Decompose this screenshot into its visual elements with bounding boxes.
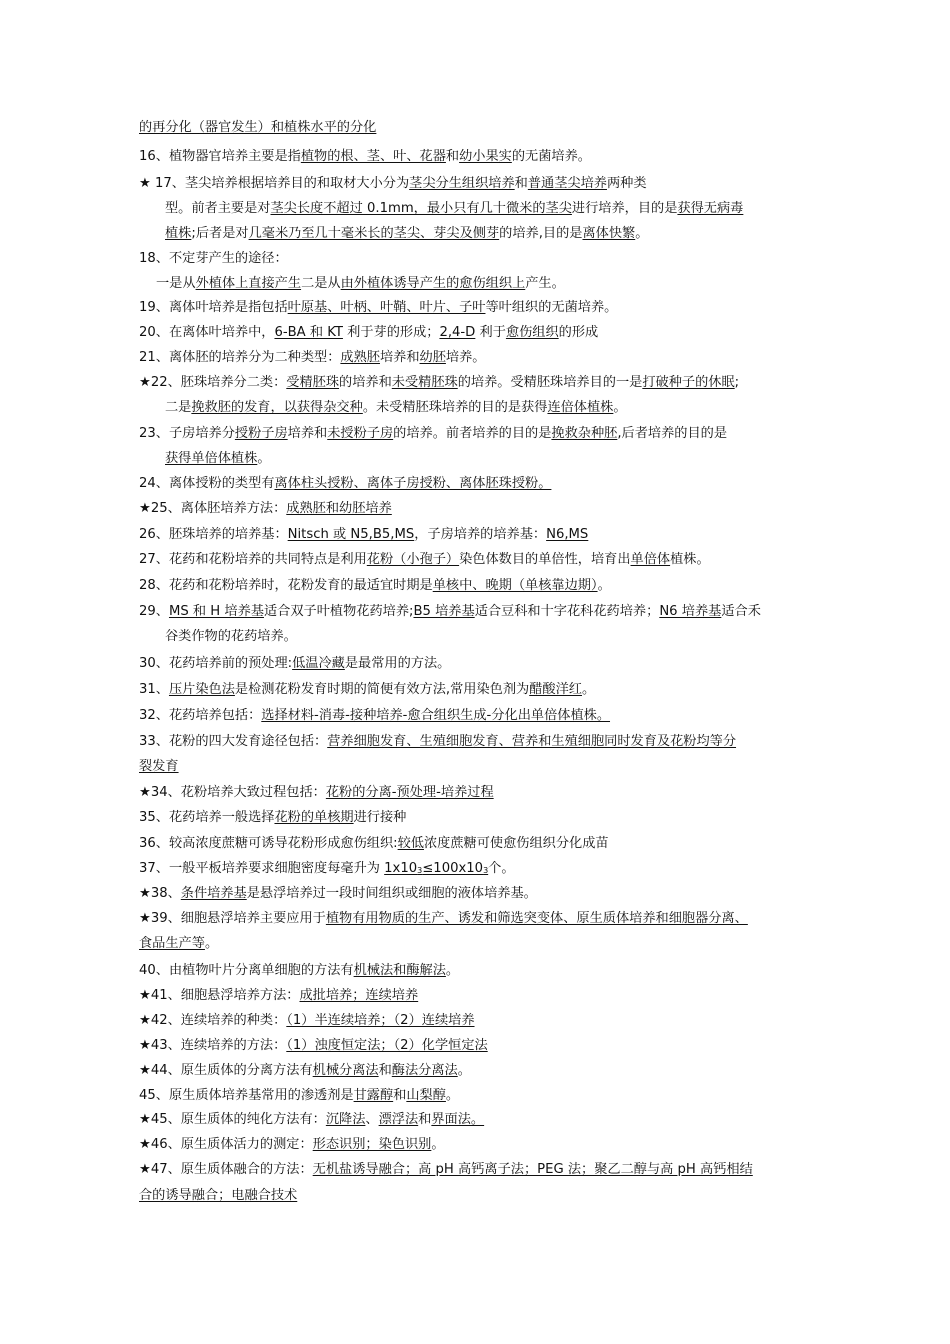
underlined-text: （1）半连续培养；（2）连续培养 <box>286 1013 475 1028</box>
underlined-text: 裂发育 <box>139 759 179 774</box>
underlined-text: B5 培养基 <box>413 604 475 619</box>
underlined-text: 单倍体 <box>630 552 671 567</box>
underlined-text: 条件培养基 <box>180 886 247 901</box>
text-segment: 型。前者主要是对 <box>165 201 271 216</box>
text-segment: ，子房培养的培养基： <box>414 527 547 542</box>
text-segment: 19、离体叶培养是指包括 <box>139 300 288 315</box>
text-segment: 进行培养，目的是 <box>571 201 678 216</box>
underlined-text: 授粉子房 <box>234 426 288 441</box>
underlined-text: 愈伤组织 <box>505 325 559 340</box>
text-segment: 。 <box>445 963 460 978</box>
underlined-text: 连倍体植株 <box>547 400 614 415</box>
text-segment: 36、较高浓度蔗糖可诱导花粉形成愈伤组织: <box>139 836 398 851</box>
underlined-text: 挽救胚的发育，以获得杂交种 <box>191 400 363 415</box>
text-line <box>139 148 591 166</box>
text-segment: 和 <box>393 1088 407 1103</box>
text-segment: 培养和 <box>287 426 328 441</box>
text-segment: ; <box>734 375 740 390</box>
text-segment: 33、花粉的四大发育途径包括： <box>139 734 328 749</box>
text-segment: 26、胚珠培养的培养基： <box>139 527 288 542</box>
text-segment: 27、花药和花粉培养的共同特点是利用 <box>139 552 367 567</box>
text-segment: 植株。 <box>670 552 710 567</box>
text-segment: 。 <box>613 400 627 415</box>
underlined-text: 未授粉子房 <box>327 426 394 441</box>
text-segment: 16、植物器官培养主要是指 <box>139 149 301 164</box>
underlined-text: 未受精胚珠 <box>391 375 458 390</box>
text-line <box>139 299 617 317</box>
underlined-text: 花粉的分离-预处理-培养过程 <box>325 785 494 800</box>
text-line <box>139 962 459 980</box>
text-line <box>139 250 288 268</box>
underlined-text: 机械法和酶解法 <box>353 963 446 978</box>
underlined-text: ≤100x10 <box>422 861 484 876</box>
text-segment: ★22、胚珠培养分二类： <box>139 375 287 390</box>
underlined-text: 外植体上直接产生 <box>195 276 302 291</box>
text-segment: ;后者是对 <box>191 226 249 241</box>
underlined-text: 成熟胚 <box>340 350 380 365</box>
underlined-text: 食品生产等 <box>139 936 205 951</box>
subscript: 3 <box>483 866 489 875</box>
text-segment: 20、在离体叶培养中， <box>139 325 275 340</box>
text-line <box>156 275 565 293</box>
underlined-text: 植株 <box>165 226 192 241</box>
text-segment: ★46、原生质体活力的测定： <box>139 1137 313 1152</box>
underlined-text: 机械分离法 <box>312 1063 379 1078</box>
underlined-text: 2,4-D <box>439 325 476 340</box>
text-segment: ★25、离体胚培养方法： <box>139 501 287 516</box>
underlined-text: 6-BA 和 KT <box>274 325 343 340</box>
text-segment: 二是从 <box>301 276 341 291</box>
underlined-text: 选择材料-消毒-接种培养-愈合组织生成-分化出单倍体植株。 <box>261 708 611 723</box>
underlined-text: 几毫米乃至几十毫米长的茎尖、芽尖及侧芽 <box>248 226 500 241</box>
underlined-text: 1x10 <box>384 861 418 876</box>
text-segment: 的形成 <box>558 325 599 340</box>
underlined-text: 营养细胞发育、生殖细胞发育、营养和生殖细胞同时发育及花粉均等分 <box>327 734 737 749</box>
text-line <box>139 1136 445 1154</box>
text-line <box>139 1037 488 1055</box>
text-line <box>139 1111 484 1129</box>
underlined-text: 合的诱导融合；电融合技术 <box>139 1188 298 1203</box>
text-segment: 和 <box>378 1063 392 1078</box>
text-segment: 。 <box>445 1088 460 1103</box>
underlined-text: 无机盐诱导融合；高 pH 高钙离子法；PEG 法；聚乙二醇与高 pH 高钙相结 <box>312 1162 753 1177</box>
text-segment: 和 <box>418 1112 432 1127</box>
text-line <box>139 1161 753 1179</box>
text-segment: 45、原生质体培养基常用的渗透剂是 <box>139 1088 354 1103</box>
text-segment: 浓度蔗糖可使愈伤组织分化成苗 <box>423 836 609 851</box>
text-segment: 谷类作物的花药培养。 <box>165 629 297 644</box>
underlined-text: 沉降法 <box>325 1112 366 1127</box>
text-segment: 31、 <box>139 682 169 697</box>
text-line <box>139 119 376 137</box>
text-line <box>139 809 406 827</box>
text-line <box>139 374 739 392</box>
underlined-text: （1）浊度恒定法；（2）化学恒定法 <box>286 1038 488 1053</box>
text-line <box>139 987 418 1005</box>
text-line <box>139 500 392 518</box>
underlined-text: 叶原基、叶柄、叶鞘、叶片、子叶 <box>287 300 486 315</box>
text-segment: 。 <box>635 226 649 241</box>
text-segment: 是最常用的方法。 <box>344 656 451 671</box>
underlined-text: 较低 <box>397 836 424 851</box>
text-line <box>139 758 179 776</box>
text-line <box>139 707 610 725</box>
underlined-text: 醋酸洋红 <box>529 682 582 697</box>
text-segment: ★47、原生质体融合的方法： <box>139 1162 313 1177</box>
text-segment: 23、子房培养分 <box>139 426 235 441</box>
text-line <box>139 1012 475 1030</box>
text-line <box>139 784 494 802</box>
text-segment: ★38、 <box>139 886 181 901</box>
underlined-text: 离体快繁 <box>582 226 636 241</box>
text-segment: 28、花药和花粉培养时，花粉发育的最适宜时期是 <box>139 578 433 593</box>
text-segment: 是检测花粉发育时期的简便有效方法,常用染色剂为 <box>234 682 530 697</box>
text-line <box>139 526 588 544</box>
text-segment: 适合豆科和十字花科花药培养； <box>474 604 660 619</box>
text-segment: ★42、连续培养的种类： <box>139 1013 287 1028</box>
underlined-text: 幼胚 <box>419 350 446 365</box>
underlined-text: MS 和 H 培养基 <box>168 604 264 619</box>
text-segment: ★41、细胞悬浮培养方法： <box>139 988 300 1003</box>
text-segment: 。 <box>581 682 596 697</box>
text-segment: 的培养。前者培养的目的是 <box>393 426 552 441</box>
text-segment: 产生。 <box>525 276 565 291</box>
underlined-text: Nitsch 或 N5,B5,MS <box>287 527 415 542</box>
text-line <box>165 399 627 417</box>
text-segment: 和 <box>445 149 460 164</box>
text-segment: 的培养和 <box>339 375 392 390</box>
text-segment: 。未受精胚珠培养的目的是获得 <box>362 400 548 415</box>
text-line <box>139 577 611 595</box>
text-line <box>139 1087 459 1105</box>
text-line <box>139 860 515 880</box>
text-line <box>165 450 271 468</box>
text-segment: 进行接种 <box>353 810 407 825</box>
text-line <box>139 175 647 193</box>
underlined-text: 由外植体诱导产生的愈伤组织上 <box>340 276 526 291</box>
text-line <box>139 910 748 928</box>
text-line <box>139 733 736 751</box>
text-segment: 32、花药培养包括： <box>139 708 262 723</box>
text-line <box>139 835 609 853</box>
underlined-text: 低温冷藏 <box>292 656 345 671</box>
text-line <box>139 1062 471 1080</box>
text-segment: 二是 <box>165 400 192 415</box>
text-segment: 等叶组织的无菌培养。 <box>485 300 618 315</box>
text-segment: 的培养。受精胚珠培养目的一是 <box>457 375 643 390</box>
text-segment: 染色体数目的单倍性，培育出 <box>459 552 631 567</box>
underlined-text: 压片染色法 <box>168 682 235 697</box>
underlined-text: 成批培养；连续培养 <box>299 988 419 1003</box>
text-segment: 30、花药培养前的预处理: <box>139 656 293 671</box>
text-segment: 37、一般平板培养要求细胞密度每毫升为 <box>139 861 385 876</box>
text-line <box>139 425 727 443</box>
text-line <box>139 681 595 699</box>
underlined-text: 获得单倍体植株 <box>165 451 258 466</box>
text-segment: ★ 17、茎尖培养根据培养目的和取材大小分为 <box>139 176 410 191</box>
text-segment: 。 <box>597 578 611 593</box>
text-line <box>165 628 297 646</box>
underlined-text: 茎尖长度不超过 0.1mm，最小只有几十微米的茎尖 <box>270 201 572 216</box>
underlined-text: N6 培养基 <box>659 604 722 619</box>
text-segment: ★39、细胞悬浮培养主要应用于 <box>139 911 326 926</box>
underlined-text: 幼小果实 <box>459 149 512 164</box>
underlined-text: 挽救杂种胚 <box>551 426 618 441</box>
text-segment: 个。 <box>488 861 515 876</box>
text-segment: 的无菌培养。 <box>511 149 591 164</box>
underlined-text: 普通茎尖培养 <box>527 176 607 191</box>
text-segment: 。 <box>204 936 219 951</box>
underlined-text: 受精胚珠 <box>286 375 340 390</box>
text-line <box>139 324 598 342</box>
text-segment: 24、离体授粉的类型有 <box>139 476 275 491</box>
text-line <box>139 603 761 621</box>
underlined-text: N6,MS <box>546 527 589 542</box>
text-line <box>139 885 537 903</box>
text-line <box>165 225 648 243</box>
text-segment: 。 <box>431 1137 445 1152</box>
text-segment: 利于芽的形成； <box>342 325 440 340</box>
text-line <box>139 551 710 569</box>
underlined-text: 甘露醇 <box>353 1088 394 1103</box>
underlined-text: 获得无病毒 <box>677 201 744 216</box>
text-segment: ★44、原生质体的分离方法有 <box>139 1063 313 1078</box>
text-segment: 适合双子叶植物花药培养; <box>263 604 414 619</box>
text-segment: 。 <box>457 1063 471 1078</box>
text-segment: ★45、原生质体的纯化方法有： <box>139 1112 326 1127</box>
text-line <box>139 935 218 953</box>
text-segment: 利于 <box>475 325 506 340</box>
underlined-text: 成熟胚和幼胚培养 <box>286 501 392 516</box>
text-segment: ★43、连续培养的方法： <box>139 1038 287 1053</box>
underlined-text: 形态识别；染色识别 <box>312 1137 432 1152</box>
text-segment: 29、 <box>139 604 169 619</box>
underlined-text: 花粉的单核期 <box>274 810 354 825</box>
underlined-text: 酶法分离法 <box>391 1063 458 1078</box>
text-segment: 和 <box>514 176 528 191</box>
underlined-text: 茎尖分生组织培养 <box>409 176 515 191</box>
underlined-text: 植物有用物质的生产、诱发和筛选突变体、原生质体培养和细胞器分离、 <box>325 911 748 926</box>
underlined-text: 打破种子的休眠 <box>642 375 735 390</box>
text-segment: 18、不定芽产生的途径： <box>139 251 288 266</box>
underlined-text: 花粉（小孢子） <box>366 552 460 567</box>
text-segment: 培养。 <box>445 350 486 365</box>
underlined-text: 漂浮法 <box>378 1112 419 1127</box>
text-line <box>139 655 450 673</box>
text-segment: 。 <box>257 451 271 466</box>
text-line <box>165 200 743 218</box>
underlined-text: 离体柱头授粉、离体子房授粉、离体胚珠授粉。 <box>274 476 552 491</box>
text-line <box>139 475 551 493</box>
subscript: 3 <box>417 866 423 875</box>
underlined-text: 植物的根、茎、叶、花器 <box>300 149 446 164</box>
text-segment: 的培养,目的是 <box>499 226 583 241</box>
text-segment: 是悬浮培养过一段时间组织或细胞的液体培养基。 <box>246 886 537 901</box>
text-line <box>139 1187 297 1205</box>
text-segment: ,后者培养的目的是 <box>617 426 728 441</box>
text-segment: 适合禾 <box>721 604 761 619</box>
text-segment: 40、由植物叶片分离单细胞的方法有 <box>139 963 354 978</box>
underlined-text: 山梨醇 <box>406 1088 446 1103</box>
underlined-text: 界面法。 <box>431 1112 485 1127</box>
text-segment: 35、花药培养一般选择 <box>139 810 275 825</box>
underlined-text: 的再分化（器官发生）和植株水平的分化 <box>139 120 377 135</box>
underlined-text: 单核中、晚期（单核靠边期） <box>432 578 598 593</box>
text-segment: 21、离体胚的培养分为二种类型： <box>139 350 341 365</box>
text-segment: 两种类 <box>606 176 647 191</box>
text-segment: 一是从 <box>156 276 196 291</box>
text-segment: ★34、花粉培养大致过程包括： <box>139 785 326 800</box>
text-line <box>139 349 485 367</box>
text-segment: 、 <box>365 1112 379 1127</box>
text-segment: 培养和 <box>379 350 420 365</box>
